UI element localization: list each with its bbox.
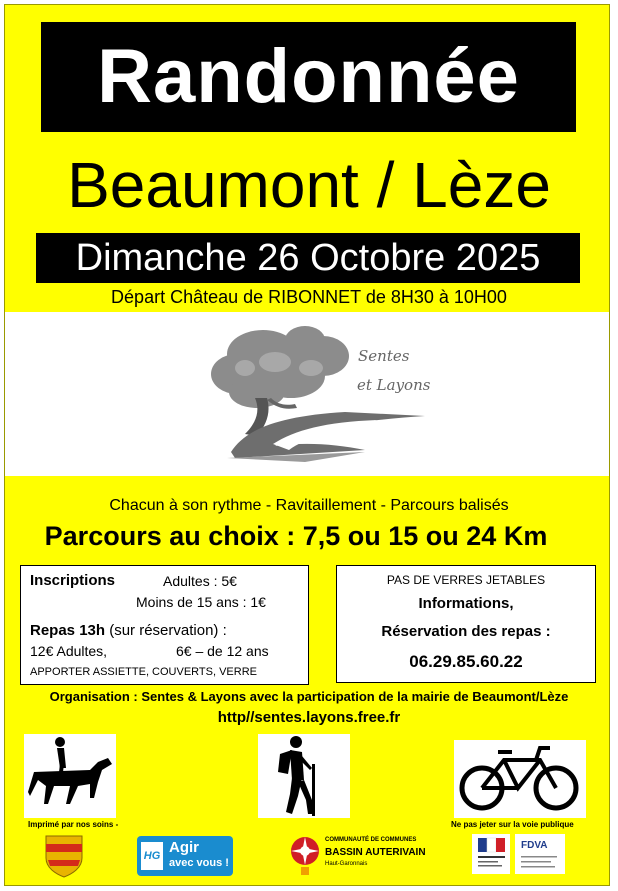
price-adults: Adultes : 5€ [163, 573, 237, 589]
event-date: Dimanche 26 Octobre 2025 [36, 233, 580, 283]
fdva-lines-icon [515, 834, 565, 874]
agir-line2: avec vous ! [169, 857, 229, 869]
cc-line2: BASSIN AUTERIVAIN [325, 847, 426, 858]
poster-location: Beaumont / Lèze [67, 149, 551, 221]
bassin-auterivain-logo [289, 833, 426, 879]
no-disposable-cups: PAS DE VERRES JETABLES [386, 573, 546, 587]
fdva-label: FDVA [521, 840, 548, 851]
logo-text-layons: et Layons [357, 376, 431, 394]
community-flower-icon [289, 833, 321, 877]
no-litter-note: Ne pas jeter sur la voie publique [451, 820, 574, 829]
registration-heading: Inscriptions [30, 572, 116, 589]
meal-reservation-label: Réservation des repas : [381, 623, 551, 640]
info-box [336, 565, 596, 683]
event-tagline: Chacun à son rythme - Ravitaillement - Parcours balisés [109, 497, 509, 514]
marianne-flag-icon [472, 834, 510, 874]
horse-rider-icon [24, 734, 116, 818]
meal-heading: Repas 13h [30, 622, 106, 639]
cc-line3: Haut-Garonnais [325, 861, 368, 867]
tree-logo-icon [5, 312, 609, 476]
meal-price-children: 6€ – de 12 ans [176, 643, 269, 659]
poster-title: Randonnée [41, 22, 576, 132]
printed-note: Imprimé par nos soins - [28, 820, 119, 829]
website-url: http//sentes.layons.free.fr [217, 709, 401, 726]
bring-utensils-note: APPORTER ASSIETTE, COUVERTS, VERRE [30, 666, 257, 678]
club-logo-band [5, 312, 609, 476]
agir-badge: HG [141, 842, 163, 870]
bicycle-icon [454, 740, 586, 818]
route-choices: Parcours au choix : 7,5 ou 15 ou 24 Km [44, 521, 548, 551]
info-label: Informations, [418, 595, 514, 612]
hiker-icon [258, 734, 328, 818]
meal-line [30, 622, 227, 639]
french-republic-logo [472, 834, 510, 874]
registration-box [20, 565, 309, 685]
meal-note: (sur réservation) : [109, 622, 227, 639]
coat-of-arms-logo [44, 834, 84, 883]
bicycle-pictogram [454, 740, 586, 818]
logo-text-sentes: Sentes [358, 347, 410, 365]
meal-price-adults: 12€ Adultes, [30, 643, 108, 659]
horse-rider-pictogram [24, 734, 116, 818]
shield-icon [44, 834, 84, 878]
price-under-15: Moins de 15 ans : 1€ [136, 594, 266, 610]
organisation-line: Organisation : Sentes & Layons avec la participation de la mairie de Beaumont/Lèze [49, 689, 569, 704]
phone-number: 06.29.85.60.22 [409, 652, 523, 671]
fdva-logo [515, 834, 565, 874]
agir-avec-vous-logo [137, 836, 233, 876]
departure-info: Départ Château de RIBONNET de 8H30 à 10H00 [111, 287, 507, 307]
hiker-pictogram [258, 734, 350, 818]
agir-line1: Agir [169, 839, 199, 856]
cc-line1: COMMUNAUTÉ DE COMMUNES [325, 837, 417, 843]
